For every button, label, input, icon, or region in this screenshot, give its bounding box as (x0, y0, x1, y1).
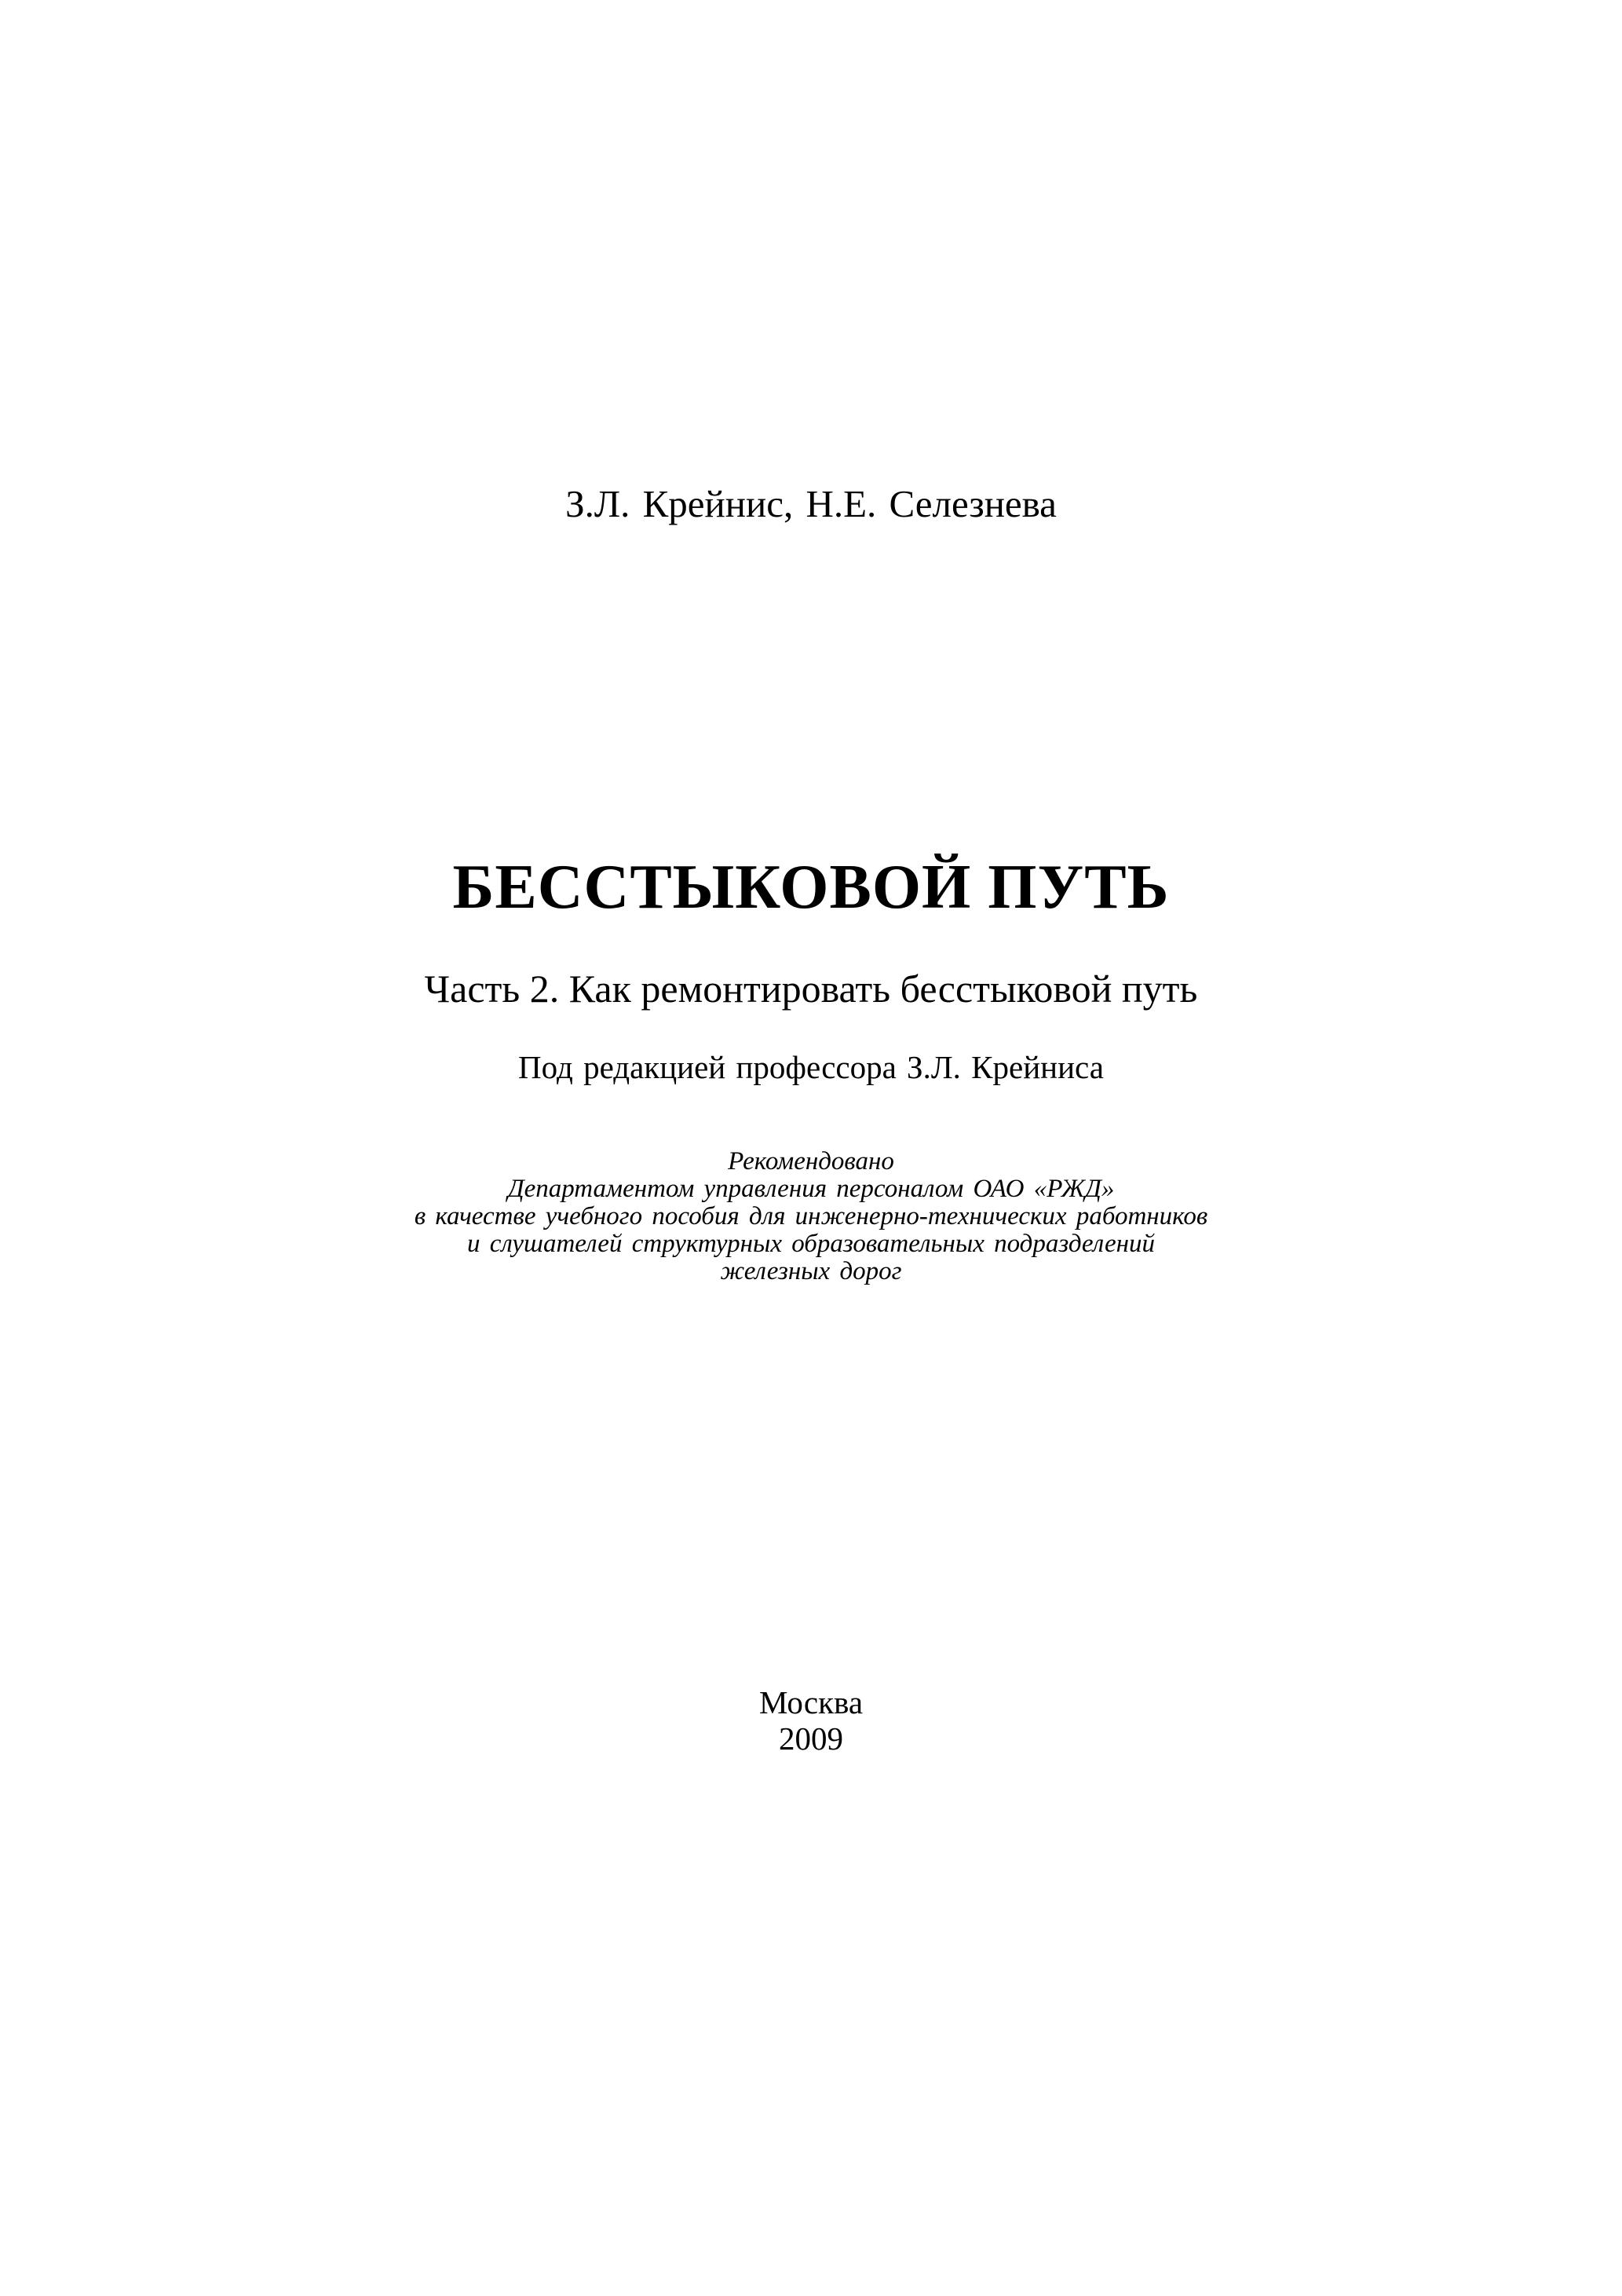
recommendation-line: в качестве учебного пособия для инженерно-технических работников (414, 1202, 1208, 1230)
book-title: БЕССТЫКОВОЙ ПУТЬ (452, 853, 1170, 922)
recommendation-line: и слушателей структурных образовательных подразделений (467, 1230, 1155, 1258)
recommendation-line: железных дорог (720, 1257, 902, 1285)
recommendation-line: Рекомендовано (728, 1147, 894, 1175)
recommendation-line: Департаментом управления персоналом ОАО «РЖД» (507, 1175, 1115, 1203)
subtitle: Часть 2. Как ремонтировать бесстыковой путь (424, 967, 1198, 1011)
authors: З.Л. Крейнис, Н.Е. Селезнева (565, 482, 1057, 525)
editor-note: Под редакцией профессора З.Л. Крейниса (518, 1049, 1104, 1085)
publication-year: 2009 (779, 1720, 843, 1757)
publication-city: Москва (758, 1684, 864, 1720)
recommendation-block (0, 1148, 1622, 1285)
